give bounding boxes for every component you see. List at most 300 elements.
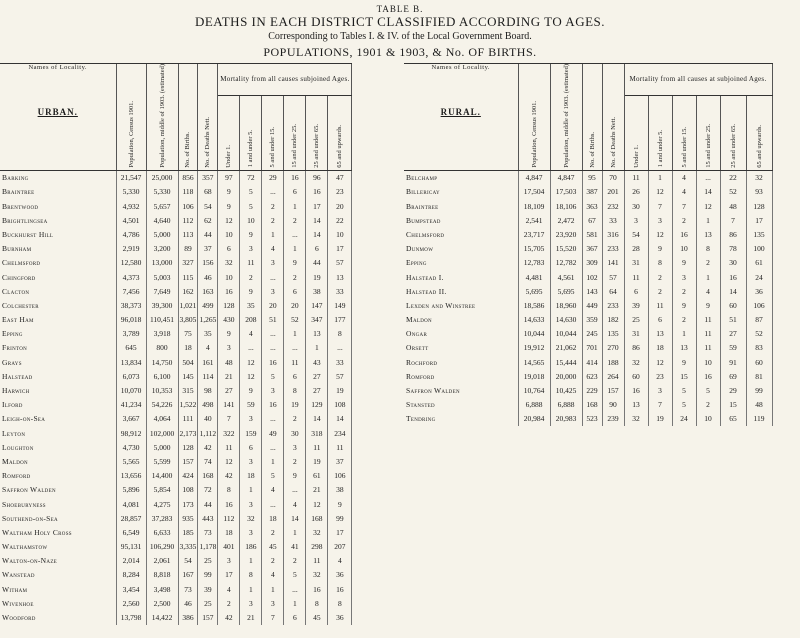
pop-1903-cell: 15,444 (550, 355, 582, 369)
age-cell: 10 (696, 412, 720, 426)
age-cell: ... (262, 327, 284, 341)
age-cell: 20 (328, 199, 352, 213)
locality-name: Rochford (404, 355, 518, 369)
locality-name: Tendring (404, 412, 518, 426)
locality-name: Colchester (0, 298, 116, 312)
table-row (0, 412, 352, 426)
age-cell: 10 (218, 270, 240, 284)
births-cell: 386 (178, 610, 198, 624)
pop-1901-cell: 98,912 (116, 426, 146, 440)
locality-name: Frinton (0, 341, 116, 355)
pop-1903-cell: 5,003 (146, 270, 178, 284)
age-cell: 48 (720, 199, 746, 213)
age-cell: 11 (648, 298, 672, 312)
age-cell: 322 (218, 426, 240, 440)
age-cell: ... (262, 440, 284, 454)
age-cell: 2 (262, 199, 284, 213)
pop-1901-cell: 2,014 (116, 554, 146, 568)
pop-1901-cell: 5,896 (116, 483, 146, 497)
age-cell: 9 (696, 298, 720, 312)
age-cell: 11 (306, 554, 328, 568)
age-cell: 28 (624, 242, 648, 256)
pop-1903-cell: 6,888 (550, 398, 582, 412)
table-row (0, 270, 352, 284)
pop-1901-cell: 2,541 (518, 213, 550, 227)
births-cell: 367 (582, 242, 602, 256)
pop-1901-cell: 95,131 (116, 540, 146, 554)
locality-name: Maldon (404, 313, 518, 327)
age-cell: 168 (306, 511, 328, 525)
pop-1901-cell: 5,565 (116, 454, 146, 468)
age-cell: ... (262, 341, 284, 355)
age-cell: 27 (218, 383, 240, 397)
table-row (404, 383, 772, 397)
age-cell: 3 (240, 596, 262, 610)
age-cell: 3 (262, 284, 284, 298)
age-cell: 8 (696, 242, 720, 256)
pop-1901-cell: 96,018 (116, 313, 146, 327)
pop-1903-cell: 7,649 (146, 284, 178, 298)
age-cell: 45 (262, 540, 284, 554)
age-cell: 14 (306, 412, 328, 426)
age-cell: 7 (648, 199, 672, 213)
age-cell: 11 (284, 355, 306, 369)
age-cell: 3 (262, 596, 284, 610)
table-row (0, 298, 352, 312)
age-cell: 60 (624, 369, 648, 383)
age-cell: 18 (262, 511, 284, 525)
age-cell: 177 (328, 313, 352, 327)
age-cell: 9 (218, 185, 240, 199)
age-cell: 13 (328, 270, 352, 284)
age-cell: 61 (306, 469, 328, 483)
age-cell: 430 (218, 313, 240, 327)
age-cell: 2 (262, 554, 284, 568)
table-row (0, 313, 352, 327)
age-cell: 57 (328, 369, 352, 383)
locality-name: Harwich (0, 383, 116, 397)
age-cell: 16 (306, 185, 328, 199)
age-cell: 2 (240, 270, 262, 284)
pop-1901-cell: 4,730 (116, 440, 146, 454)
deaths-cell: 39 (198, 582, 218, 596)
age-cell: 14 (696, 185, 720, 199)
locality-name: Burnham (0, 242, 116, 256)
table-row (404, 256, 772, 270)
births-cell: 581 (582, 227, 602, 241)
pop-1901-cell: 4,481 (518, 270, 550, 284)
pop-1903-cell: 4,064 (146, 412, 178, 426)
deaths-cell: 201 (602, 185, 624, 199)
age-cell: 6 (240, 440, 262, 454)
locality-name: Saffron Walden (0, 483, 116, 497)
pop-1903-cell: 106,290 (146, 540, 178, 554)
pop-1901-header-right: Population, Census 1901. (518, 64, 550, 170)
pop-1903-header: Population, middle of 1903. (estimated) (146, 64, 178, 170)
pop-1903-cell: 20,983 (550, 412, 582, 426)
table-row (0, 170, 352, 185)
locality-name: Billericay (404, 185, 518, 199)
age-cell: 10 (328, 227, 352, 241)
age-cell: 20 (284, 298, 306, 312)
age-cell: 8 (240, 568, 262, 582)
age-cell: 1 (284, 596, 306, 610)
births-cell: 315 (178, 383, 198, 397)
pop-1901-cell: 10,070 (116, 383, 146, 397)
locality-name: Waltham Holy Cross (0, 525, 116, 539)
age-cell: 3 (240, 242, 262, 256)
table-row (0, 213, 352, 227)
age-cell: 6 (284, 185, 306, 199)
age-cell: 119 (746, 412, 772, 426)
deaths-cell: 44 (198, 497, 218, 511)
age-cell: 35 (240, 298, 262, 312)
age-cell: 31 (624, 327, 648, 341)
deaths-cell: 90 (602, 398, 624, 412)
age-cell: ... (262, 270, 284, 284)
age-cell: 11 (624, 170, 648, 185)
pop-1901-cell: 5,330 (116, 185, 146, 199)
pop-1903-cell: 800 (146, 341, 178, 355)
births-cell: 387 (582, 185, 602, 199)
age-cell: 18 (240, 469, 262, 483)
pop-1903-cell: 25,000 (146, 170, 178, 185)
age-cell: 65 (720, 412, 746, 426)
pop-1903-cell: 14,422 (146, 610, 178, 624)
age-cell: 13 (696, 227, 720, 241)
births-cell: 856 (178, 170, 198, 185)
age-cell: 14 (328, 412, 352, 426)
deaths-cell: 44 (198, 227, 218, 241)
age-header-under-1-right: Under 1. (624, 95, 648, 170)
age-cell: 298 (306, 540, 328, 554)
age-cell: 15 (672, 369, 696, 383)
age-cell: 3 (262, 383, 284, 397)
page-title: DEATHS IN EACH DISTRICT CLASSIFIED ACCORDING TO AGES. (194, 14, 606, 29)
rural-table-body (404, 170, 772, 426)
pop-1901-cell: 28,857 (116, 511, 146, 525)
age-cell: 14 (306, 213, 328, 227)
age-cell: 19 (284, 398, 306, 412)
age-cell: ... (262, 497, 284, 511)
age-cell: 16 (696, 369, 720, 383)
age-cell: 2 (262, 525, 284, 539)
pop-1901-cell: 14,633 (518, 313, 550, 327)
pop-1903-cell: 5,330 (146, 185, 178, 199)
births-cell: 414 (582, 355, 602, 369)
age-cell: 5 (696, 383, 720, 397)
table-row (404, 355, 772, 369)
age-cell: 4 (262, 242, 284, 256)
age-cell: 9 (240, 284, 262, 298)
age-cell: 19 (328, 383, 352, 397)
age-header-5-15-right: 5 and under 15. (672, 95, 696, 170)
births-cell: 309 (582, 256, 602, 270)
births-cell: 2,173 (178, 426, 198, 440)
age-cell: 7 (218, 412, 240, 426)
table-row (0, 469, 352, 483)
age-cell: 1 (240, 554, 262, 568)
age-cell: 26 (624, 185, 648, 199)
urban-table-container (0, 63, 352, 625)
age-cell: 2 (284, 270, 306, 284)
locality-name: Clacton (0, 284, 116, 298)
age-cell: ... (240, 341, 262, 355)
births-cell: 128 (178, 440, 198, 454)
pop-1901-cell: 2,560 (116, 596, 146, 610)
age-cell: 10 (240, 213, 262, 227)
age-cell: 8 (284, 383, 306, 397)
age-cell: 159 (240, 426, 262, 440)
deaths-cell: 74 (198, 454, 218, 468)
table-row (404, 185, 772, 199)
age-cell: 12 (648, 227, 672, 241)
table-row (404, 270, 772, 284)
age-cell: 27 (306, 369, 328, 383)
age-cell: 6 (284, 369, 306, 383)
table-row (0, 227, 352, 241)
age-cell: 4 (672, 185, 696, 199)
table-row (0, 525, 352, 539)
table-row (404, 412, 772, 426)
deaths-cell: 357 (198, 170, 218, 185)
age-cell: 18 (218, 525, 240, 539)
pop-1903-cell: 5,854 (146, 483, 178, 497)
pop-1903-cell: 8,818 (146, 568, 178, 582)
age-cell: 86 (720, 227, 746, 241)
age-cell: 108 (328, 398, 352, 412)
age-cell: 59 (240, 398, 262, 412)
pop-1901-cell: 4,081 (116, 497, 146, 511)
age-cell: 347 (306, 313, 328, 327)
table-row (0, 554, 352, 568)
age-cell: 5 (262, 469, 284, 483)
age-header-5-15: 5 and under 15. (262, 95, 284, 170)
age-cell: 93 (746, 185, 772, 199)
deaths-cell: 1,265 (198, 313, 218, 327)
table-row (0, 440, 352, 454)
locality-name: Halstead II. (404, 284, 518, 298)
births-cell: 162 (178, 284, 198, 298)
pop-1903-cell: 18,960 (550, 298, 582, 312)
age-cell: 24 (672, 412, 696, 426)
pop-1903-cell: 4,275 (146, 497, 178, 511)
births-cell: 73 (178, 582, 198, 596)
pop-1903-cell: 3,498 (146, 582, 178, 596)
age-cell: 19 (648, 412, 672, 426)
age-cell: 48 (218, 355, 240, 369)
births-cell: 245 (582, 327, 602, 341)
age-cell: 59 (720, 341, 746, 355)
age-cell: 20 (262, 298, 284, 312)
deaths-cell: 40 (198, 412, 218, 426)
table-row (0, 383, 352, 397)
age-cell: 2 (696, 256, 720, 270)
age-cell: ... (284, 341, 306, 355)
pop-1901-cell: 3,667 (116, 412, 146, 426)
pop-1901-cell: 14,565 (518, 355, 550, 369)
pop-1903-cell: 54,226 (146, 398, 178, 412)
births-cell: 168 (582, 398, 602, 412)
locality-name: Grays (0, 355, 116, 369)
age-cell: 1 (262, 454, 284, 468)
age-cell: 42 (218, 610, 240, 624)
births-cell: 167 (178, 568, 198, 582)
age-cell: 9 (648, 242, 672, 256)
age-cell: 36 (746, 284, 772, 298)
age-cell: 7 (648, 398, 672, 412)
table-row (0, 454, 352, 468)
deaths-cell: 316 (602, 227, 624, 241)
age-cell: 32 (746, 170, 772, 185)
age-cell: 38 (328, 483, 352, 497)
deaths-cell: 157 (198, 610, 218, 624)
pop-1901-cell: 18,586 (518, 298, 550, 312)
pop-1901-cell: 41,234 (116, 398, 146, 412)
births-cell: 623 (582, 369, 602, 383)
age-cell: 47 (328, 170, 352, 185)
age-cell: 13 (672, 341, 696, 355)
age-cell: 61 (746, 256, 772, 270)
locality-name: Chelmsford (404, 227, 518, 241)
age-cell: 3 (218, 341, 240, 355)
age-cell: 1 (284, 199, 306, 213)
pop-1903-cell: 5,695 (550, 284, 582, 298)
deaths-cell: 54 (198, 199, 218, 213)
age-cell: 51 (720, 313, 746, 327)
age-cell: 42 (218, 469, 240, 483)
births-cell: 118 (178, 185, 198, 199)
pop-1901-cell: 19,018 (518, 369, 550, 383)
pop-1901-cell: 17,504 (518, 185, 550, 199)
births-cell: 67 (582, 213, 602, 227)
deaths-cell: 443 (198, 511, 218, 525)
pop-1901-cell: 8,284 (116, 568, 146, 582)
births-cell: 95 (582, 170, 602, 185)
table-row (0, 582, 352, 596)
age-cell: 3 (240, 525, 262, 539)
age-cell: 16 (306, 582, 328, 596)
table-row (404, 327, 772, 341)
urban-heading: URBAN. (37, 107, 78, 117)
age-cell: 72 (240, 170, 262, 185)
pop-1903-cell: 39,300 (146, 298, 178, 312)
age-cell: 3 (240, 454, 262, 468)
age-cell: 32 (306, 568, 328, 582)
pop-1901-cell: 6,549 (116, 525, 146, 539)
age-cell: 57 (328, 256, 352, 270)
births-cell: 143 (582, 284, 602, 298)
locality-name: Barking (0, 170, 116, 185)
age-cell: 9 (672, 256, 696, 270)
births-cell: 46 (178, 596, 198, 610)
age-cell: 32 (218, 256, 240, 270)
age-cell: 9 (240, 383, 262, 397)
names-of-locality-header (0, 64, 116, 170)
deaths-cell: 270 (602, 341, 624, 355)
locality-name: Chelmsford (0, 256, 116, 270)
age-cell: 21 (218, 369, 240, 383)
age-cell: 149 (328, 298, 352, 312)
pop-1903-cell: 5,000 (146, 440, 178, 454)
age-cell: 14 (284, 511, 306, 525)
age-cell: 17 (746, 213, 772, 227)
age-cell: ... (284, 582, 306, 596)
age-cell: 1 (284, 242, 306, 256)
pop-1901-cell: 4,501 (116, 213, 146, 227)
age-cell: 106 (746, 298, 772, 312)
age-cell: 23 (328, 185, 352, 199)
age-cell: 1 (240, 483, 262, 497)
pop-1903-cell: 14,750 (146, 355, 178, 369)
pop-1903-cell: 13,000 (146, 256, 178, 270)
age-cell: 25 (624, 313, 648, 327)
pop-1903-cell: 4,847 (550, 170, 582, 185)
locality-name: Lexden and Winstree (404, 298, 518, 312)
births-cell: 504 (178, 355, 198, 369)
locality-name: East Ham (0, 313, 116, 327)
table-row (0, 426, 352, 440)
age-cell: 10 (696, 355, 720, 369)
age-cell: ... (262, 412, 284, 426)
age-cell: 3 (284, 440, 306, 454)
age-cell: 10 (672, 242, 696, 256)
age-cell: 318 (306, 426, 328, 440)
births-cell: 106 (178, 199, 198, 213)
age-cell: 13 (624, 398, 648, 412)
locality-name: Romford (404, 369, 518, 383)
deaths-cell: 68 (198, 185, 218, 199)
age-cell: 4 (262, 568, 284, 582)
locality-name: Epping (0, 327, 116, 341)
age-cell: 18 (648, 341, 672, 355)
age-header-under-1: Under 1. (218, 95, 240, 170)
deaths-cell: 46 (198, 270, 218, 284)
age-cell: 147 (306, 298, 328, 312)
births-cell: 229 (582, 383, 602, 397)
age-cell: 7 (720, 213, 746, 227)
age-cell: 8 (306, 596, 328, 610)
age-cell: 9 (672, 298, 696, 312)
pop-1901-cell: 10,044 (518, 327, 550, 341)
age-cell: 3 (262, 256, 284, 270)
age-cell: 6 (284, 610, 306, 624)
age-cell: 33 (328, 355, 352, 369)
deaths-cell: 62 (198, 213, 218, 227)
age-cell: 99 (328, 511, 352, 525)
age-cell: 30 (624, 199, 648, 213)
table-row (404, 398, 772, 412)
age-cell: 97 (218, 170, 240, 185)
pop-1903-cell: 2,061 (146, 554, 178, 568)
births-cell: 363 (582, 199, 602, 213)
age-cell: 81 (746, 369, 772, 383)
age-header-65-up: 65 and upwards. (328, 95, 352, 170)
deaths-cell: 72 (198, 483, 218, 497)
pop-1901-cell: 15,705 (518, 242, 550, 256)
locality-name: Dunmow (404, 242, 518, 256)
table-row (0, 483, 352, 497)
age-cell: 6 (648, 313, 672, 327)
locality-name: Wanstead (0, 568, 116, 582)
locality-name: Maldon (0, 454, 116, 468)
age-cell: 43 (306, 355, 328, 369)
age-cell: 32 (240, 511, 262, 525)
pop-1901-cell: 6,073 (116, 369, 146, 383)
table-row (0, 341, 352, 355)
table-row (0, 540, 352, 554)
age-cell: 4 (328, 554, 352, 568)
